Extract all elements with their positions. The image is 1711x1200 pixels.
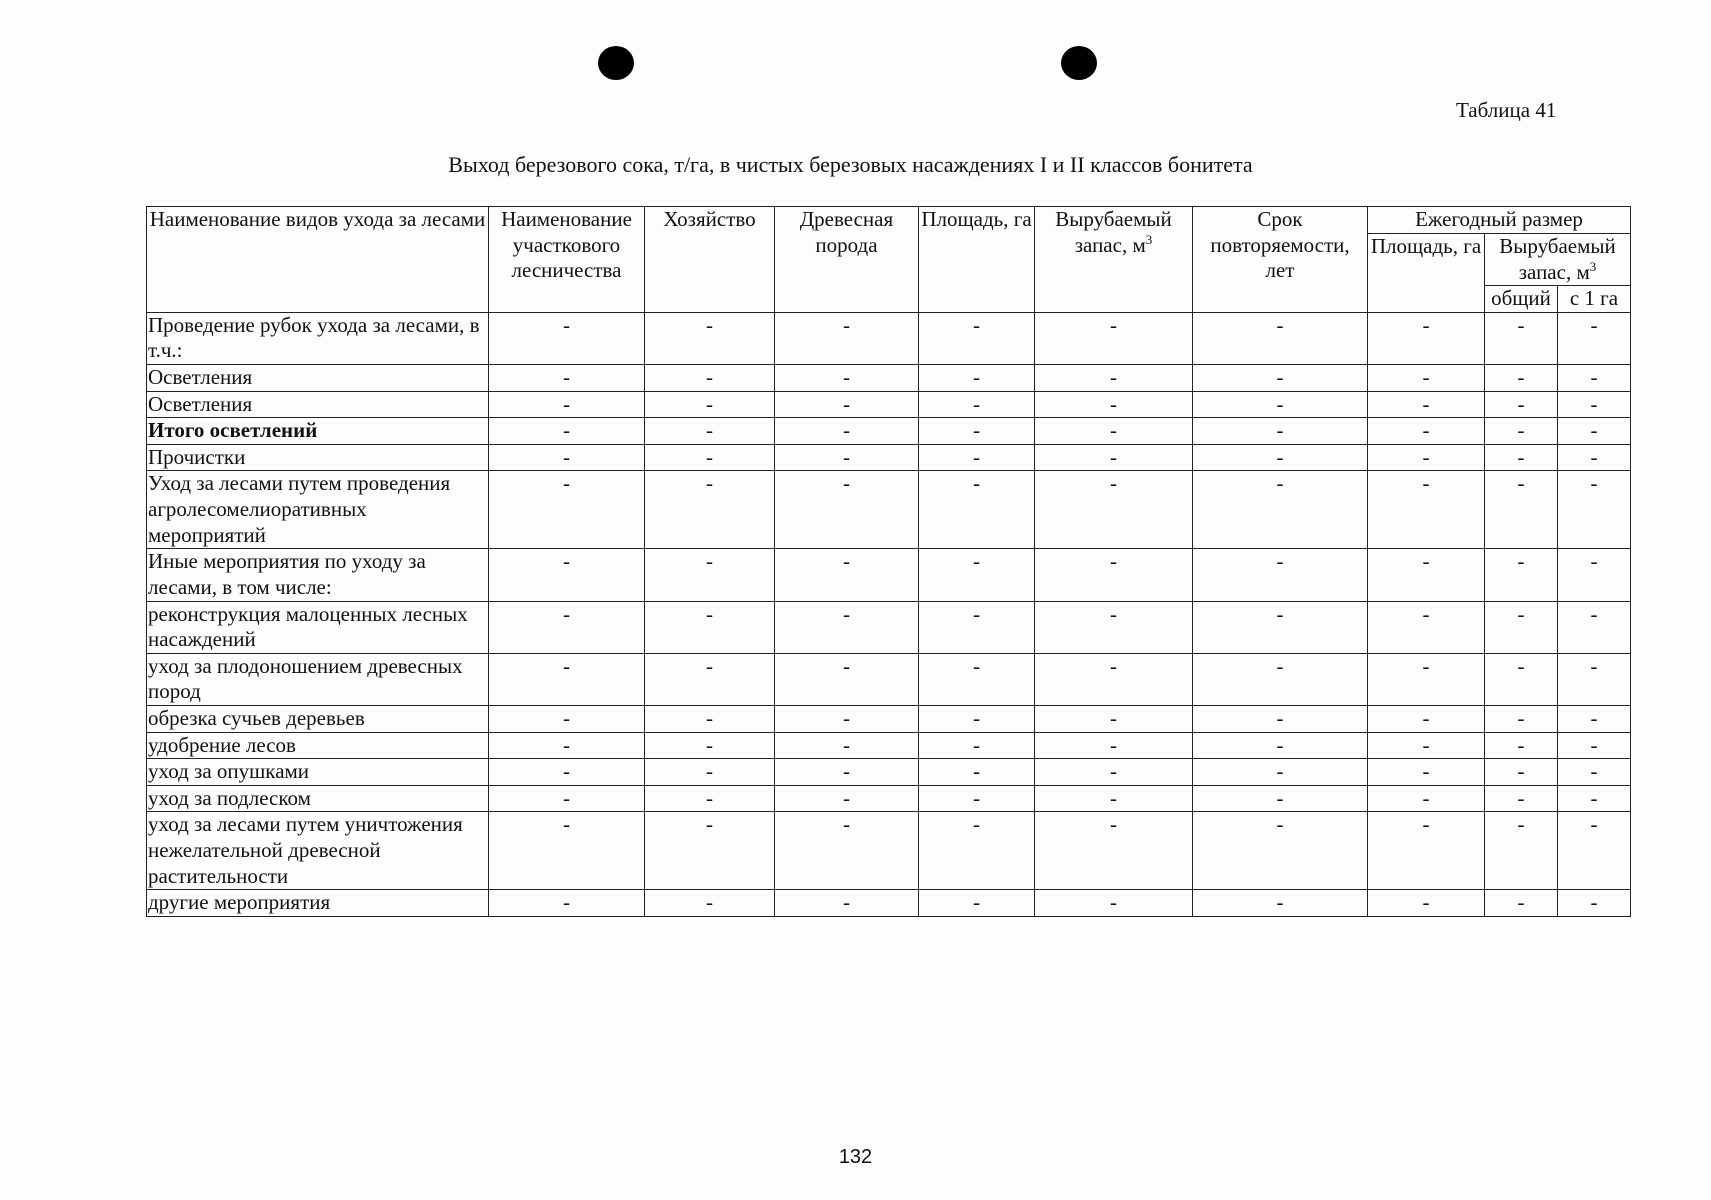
row-value-dash: - [1558, 759, 1631, 786]
row-value-dash: - [645, 653, 775, 705]
row-value-dash: - [1193, 705, 1368, 732]
row-value-dash: - [1368, 812, 1485, 890]
row-value-dash: - [1485, 759, 1558, 786]
table-row [147, 365, 1631, 392]
table-row [147, 812, 1631, 890]
row-value-dash: - [1193, 601, 1368, 653]
table-caption-text: Выход березового сока, т/га, в чистых березовых насаждениях I и II классов бонитета [448, 152, 1253, 177]
row-value-dash: - [489, 444, 645, 471]
table-row [147, 601, 1631, 653]
row-value-dash: - [1035, 653, 1193, 705]
row-value-dash: - [1368, 549, 1485, 601]
row-value-dash: - [489, 549, 645, 601]
table-row [147, 890, 1631, 917]
row-value-dash: - [919, 601, 1035, 653]
row-value-dash: - [489, 391, 645, 418]
row-value-dash: - [1485, 471, 1558, 549]
row-value-dash: - [645, 312, 775, 364]
row-value-dash: - [775, 759, 919, 786]
row-value-dash: - [1368, 705, 1485, 732]
row-value-dash: - [489, 785, 645, 812]
row-value-dash: - [775, 391, 919, 418]
row-value-dash: - [645, 471, 775, 549]
header-forestry-district: Наименование участкового лесничества [489, 207, 645, 313]
row-value-dash: - [1558, 391, 1631, 418]
row-value-dash: - [1485, 890, 1558, 917]
row-value-dash: - [1035, 732, 1193, 759]
row-care-type: Итого осветлений [147, 418, 489, 445]
row-value-dash: - [1193, 890, 1368, 917]
header-cut-stock [1035, 207, 1193, 313]
row-value-dash: - [1193, 365, 1368, 392]
row-value-dash: - [1558, 785, 1631, 812]
row-value-dash: - [489, 471, 645, 549]
row-value-dash: - [1368, 785, 1485, 812]
row-value-dash: - [775, 549, 919, 601]
row-value-dash: - [489, 601, 645, 653]
row-value-dash: - [1035, 312, 1193, 364]
row-value-dash: - [775, 732, 919, 759]
row-value-dash: - [645, 812, 775, 890]
row-value-dash: - [489, 759, 645, 786]
row-value-dash: - [645, 732, 775, 759]
row-care-type: Иные мероприятия по уходу за лесами, в том числе: [147, 549, 489, 601]
row-value-dash: - [1558, 601, 1631, 653]
row-value-dash: - [1558, 890, 1631, 917]
row-value-dash: - [645, 601, 775, 653]
header-area: Площадь, га [919, 207, 1035, 313]
row-value-dash: - [1485, 444, 1558, 471]
row-value-dash: - [1035, 759, 1193, 786]
row-value-dash: - [1193, 312, 1368, 364]
row-value-dash: - [645, 549, 775, 601]
row-value-dash: - [1035, 549, 1193, 601]
row-value-dash: - [919, 365, 1035, 392]
row-value-dash: - [489, 812, 645, 890]
row-value-dash: - [1485, 785, 1558, 812]
header-farm: Хозяйство [645, 207, 775, 313]
row-value-dash: - [1485, 732, 1558, 759]
page-number: 132 [838, 1146, 873, 1168]
table-row [147, 312, 1631, 364]
row-value-dash: - [1368, 444, 1485, 471]
row-care-type: уход за опушками [147, 759, 489, 786]
row-value-dash: - [1035, 418, 1193, 445]
table-header [147, 207, 1631, 313]
row-value-dash: - [1368, 759, 1485, 786]
header-repeat-period: Срок повторяемости, лет [1193, 207, 1368, 313]
row-value-dash: - [1558, 418, 1631, 445]
row-value-dash: - [645, 759, 775, 786]
row-value-dash: - [645, 890, 775, 917]
row-care-type: Уход за лесами путем проведения агролесомелиоративных мероприятий [147, 471, 489, 549]
row-value-dash: - [645, 391, 775, 418]
row-value-dash: - [1368, 653, 1485, 705]
header-annual-stock-text: Вырубаемый запас, м [1499, 234, 1616, 284]
table-caption [0, 152, 1711, 178]
header-total: общий [1485, 286, 1558, 313]
row-value-dash: - [645, 705, 775, 732]
row-value-dash: - [645, 418, 775, 445]
row-value-dash: - [775, 601, 919, 653]
row-value-dash: - [1368, 418, 1485, 445]
table-row [147, 705, 1631, 732]
row-value-dash: - [1035, 444, 1193, 471]
row-value-dash: - [1193, 653, 1368, 705]
row-value-dash: - [775, 471, 919, 549]
row-value-dash: - [919, 812, 1035, 890]
header-annual-stock-sup: 3 [1589, 258, 1597, 274]
row-care-type: обрезка сучьев деревьев [147, 705, 489, 732]
row-value-dash: - [1485, 365, 1558, 392]
row-value-dash: - [919, 444, 1035, 471]
row-value-dash: - [489, 732, 645, 759]
header-annual-size: Ежегодный размер [1368, 207, 1631, 234]
header-annual-stock [1485, 234, 1631, 286]
table-row [147, 759, 1631, 786]
row-value-dash: - [489, 418, 645, 445]
table-row [147, 418, 1631, 445]
row-value-dash: - [1035, 601, 1193, 653]
row-care-type: уход за лесами путем уничтожения нежелательной древесной растительности [147, 812, 489, 890]
row-value-dash: - [775, 444, 919, 471]
row-care-type: Прочистки [147, 444, 489, 471]
row-value-dash: - [489, 312, 645, 364]
punch-hole-right [1061, 46, 1097, 80]
row-value-dash: - [1035, 391, 1193, 418]
row-value-dash: - [1558, 365, 1631, 392]
row-value-dash: - [1193, 418, 1368, 445]
row-value-dash: - [489, 705, 645, 732]
row-value-dash: - [1193, 444, 1368, 471]
row-value-dash: - [1558, 312, 1631, 364]
table-label: Таблица 41 [1456, 98, 1557, 122]
row-value-dash: - [919, 549, 1035, 601]
row-value-dash: - [1193, 785, 1368, 812]
row-value-dash: - [1485, 418, 1558, 445]
table-row [147, 444, 1631, 471]
row-care-type: другие мероприятия [147, 890, 489, 917]
row-value-dash: - [1193, 549, 1368, 601]
row-value-dash: - [919, 312, 1035, 364]
row-value-dash: - [775, 653, 919, 705]
row-value-dash: - [1485, 653, 1558, 705]
table-row [147, 391, 1631, 418]
row-value-dash: - [489, 653, 645, 705]
row-value-dash: - [775, 812, 919, 890]
row-value-dash: - [489, 890, 645, 917]
header-care-type: Наименование видов ухода за лесами [147, 207, 489, 313]
row-value-dash: - [1193, 812, 1368, 890]
row-value-dash: - [1193, 759, 1368, 786]
row-value-dash: - [1558, 444, 1631, 471]
row-care-type: Осветления [147, 365, 489, 392]
row-value-dash: - [919, 759, 1035, 786]
row-value-dash: - [1558, 549, 1631, 601]
row-care-type: Осветления [147, 391, 489, 418]
row-value-dash: - [645, 444, 775, 471]
row-care-type: реконструкция малоценных лесных насаждений [147, 601, 489, 653]
header-cut-stock-text: Вырубаемый запас, м [1055, 207, 1172, 257]
row-value-dash: - [775, 785, 919, 812]
row-value-dash: - [775, 365, 919, 392]
row-value-dash: - [1035, 365, 1193, 392]
row-value-dash: - [1368, 601, 1485, 653]
row-value-dash: - [919, 732, 1035, 759]
row-value-dash: - [775, 705, 919, 732]
table-row [147, 653, 1631, 705]
row-value-dash: - [1485, 705, 1558, 732]
header-cut-stock-sup: 3 [1145, 231, 1153, 247]
row-value-dash: - [1485, 601, 1558, 653]
row-care-type: удобрение лесов [147, 732, 489, 759]
forest-care-table [146, 206, 1631, 917]
table-body [147, 312, 1631, 916]
row-value-dash: - [1558, 812, 1631, 890]
row-value-dash: - [919, 653, 1035, 705]
row-value-dash: - [1485, 391, 1558, 418]
row-value-dash: - [1193, 391, 1368, 418]
row-value-dash: - [645, 365, 775, 392]
row-value-dash: - [775, 418, 919, 445]
table-row [147, 732, 1631, 759]
row-value-dash: - [489, 365, 645, 392]
row-value-dash: - [1558, 471, 1631, 549]
row-value-dash: - [919, 471, 1035, 549]
row-value-dash: - [775, 890, 919, 917]
table-row [147, 549, 1631, 601]
row-value-dash: - [1485, 812, 1558, 890]
row-value-dash: - [1035, 705, 1193, 732]
table-row [147, 785, 1631, 812]
row-value-dash: - [1035, 471, 1193, 549]
row-value-dash: - [1368, 732, 1485, 759]
row-value-dash: - [1558, 705, 1631, 732]
table-row [147, 471, 1631, 549]
row-value-dash: - [1368, 365, 1485, 392]
header-tree-species: Древесная порода [775, 207, 919, 313]
row-value-dash: - [919, 785, 1035, 812]
header-per-ha: с 1 га [1558, 286, 1631, 313]
row-value-dash: - [1035, 812, 1193, 890]
row-value-dash: - [1558, 653, 1631, 705]
row-value-dash: - [1368, 312, 1485, 364]
row-care-type: уход за подлеском [147, 785, 489, 812]
header-annual-area: Площадь, га [1368, 234, 1485, 313]
row-value-dash: - [1193, 732, 1368, 759]
row-value-dash: - [1368, 391, 1485, 418]
row-value-dash: - [919, 705, 1035, 732]
row-value-dash: - [1485, 549, 1558, 601]
row-value-dash: - [1368, 890, 1485, 917]
row-value-dash: - [1368, 471, 1485, 549]
row-value-dash: - [1558, 732, 1631, 759]
row-value-dash: - [919, 391, 1035, 418]
row-value-dash: - [1485, 312, 1558, 364]
row-value-dash: - [1035, 890, 1193, 917]
row-value-dash: - [919, 418, 1035, 445]
row-care-type: Проведение рубок ухода за лесами, в т.ч.: [147, 312, 489, 364]
row-value-dash: - [919, 890, 1035, 917]
punch-hole-left [598, 46, 634, 80]
row-value-dash: - [1035, 785, 1193, 812]
row-value-dash: - [645, 785, 775, 812]
row-value-dash: - [775, 312, 919, 364]
row-value-dash: - [1193, 471, 1368, 549]
row-care-type: уход за плодоношением древесных пород [147, 653, 489, 705]
